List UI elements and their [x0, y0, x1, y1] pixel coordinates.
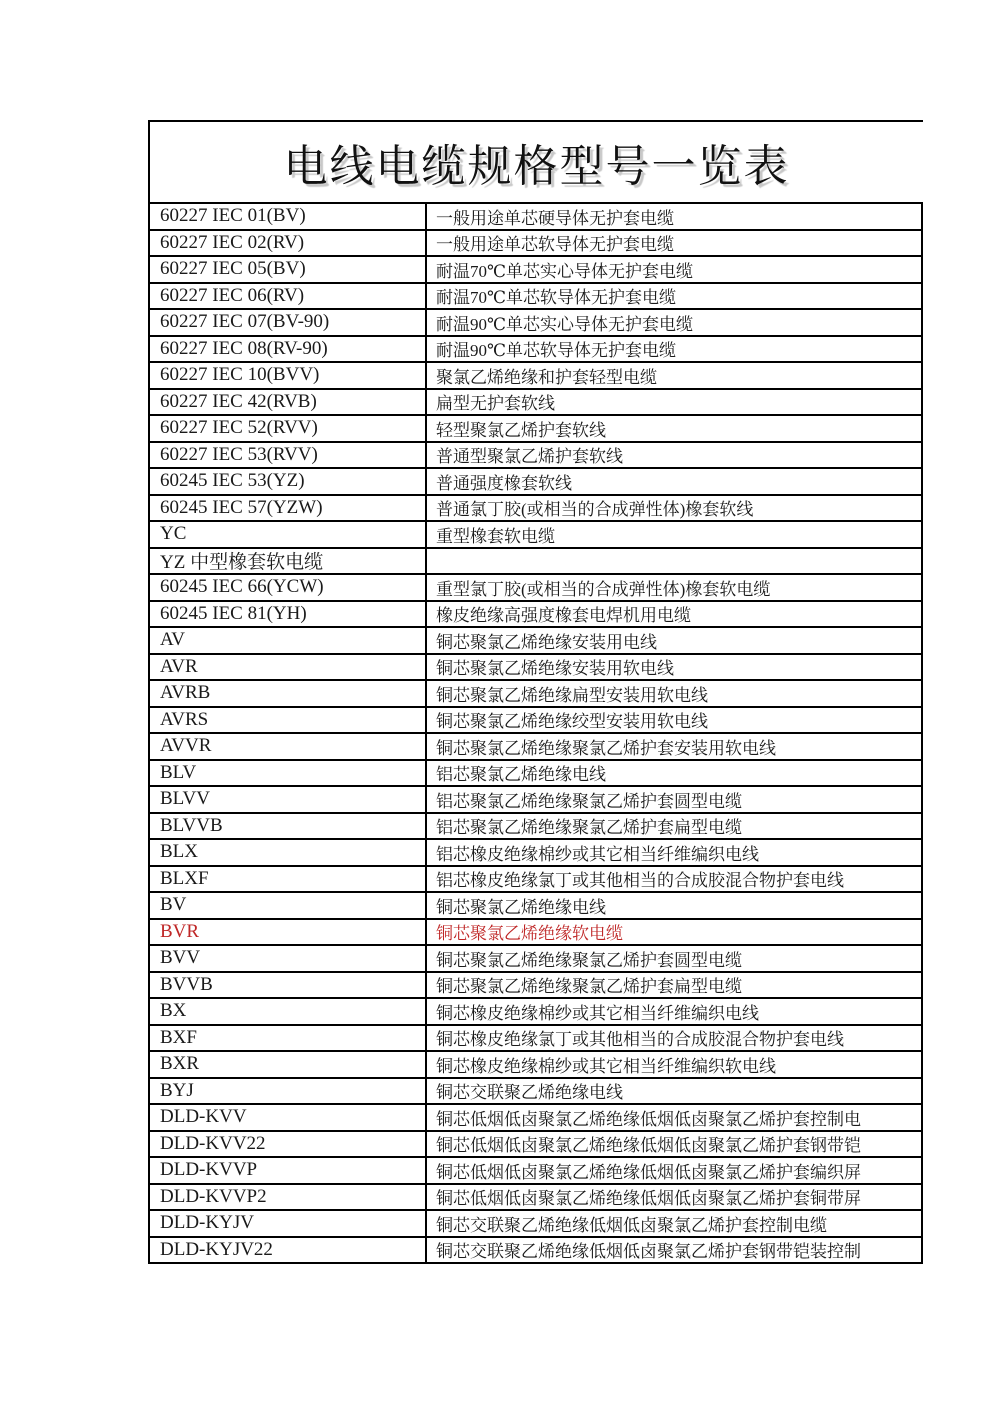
table-row: [150, 681, 921, 708]
table-row: [150, 708, 921, 735]
description-cell: 重型氯丁胶(或相当的合成弹性体)橡套软电缆: [436, 579, 771, 599]
description-cell: 轻型聚氯乙烯护套软线: [436, 420, 606, 440]
table-row: [150, 999, 921, 1026]
table-row: [150, 840, 921, 867]
description-cell: 铜芯聚氯乙烯绝缘聚氯乙烯护套安装用软电线: [436, 738, 776, 758]
model-cell: AVRS: [150, 708, 427, 733]
model-cell: 60227 IEC 08(RV-90): [150, 337, 427, 362]
table-row: [150, 734, 921, 761]
table-row: [150, 337, 921, 364]
description-cell: 耐温90℃单芯实心导体无护套电缆: [436, 314, 694, 334]
model-cell: BVV: [150, 946, 427, 971]
model-cell: 60245 IEC 57(YZW): [150, 496, 427, 521]
model-cell: DLD-KYJV: [150, 1211, 427, 1236]
table-row: [150, 1158, 921, 1185]
description-cell: 铜芯交联聚乙烯绝缘低烟低卤聚氯乙烯护套钢带铠装控制: [436, 1242, 861, 1262]
table-row: [150, 231, 921, 258]
model-cell: BLVV: [150, 787, 427, 812]
model-cell: YC: [150, 522, 427, 547]
table-row: [150, 522, 921, 549]
model-cell: AV: [150, 628, 427, 653]
description-cell: 铜芯聚氯乙烯绝缘聚氯乙烯护套圆型电缆: [436, 950, 742, 970]
description-cell: 铜芯低烟低卤聚氯乙烯绝缘低烟低卤聚氯乙烯护套编织屏: [436, 1162, 861, 1182]
model-cell: 60227 IEC 53(RVV): [150, 443, 427, 468]
model-cell: BVVB: [150, 973, 427, 998]
description-cell: 铜芯低烟低卤聚氯乙烯绝缘低烟低卤聚氯乙烯护套铜带屏: [436, 1189, 861, 1209]
table-row: [150, 416, 921, 443]
model-cell: 60245 IEC 53(YZ): [150, 469, 427, 494]
table-row: [150, 443, 921, 470]
model-cell: 60227 IEC 52(RVV): [150, 416, 427, 441]
description-cell: 耐温70℃单芯实心导体无护套电缆: [436, 261, 694, 281]
model-cell: 60227 IEC 10(BVV): [150, 363, 427, 388]
description-cell: 一般用途单芯软导体无护套电缆: [436, 235, 674, 255]
table-row: [150, 310, 921, 337]
description-cell: 普通氯丁胶(或相当的合成弹性体)橡套软线: [436, 500, 754, 520]
description-cell: 铜芯低烟低卤聚氯乙烯绝缘低烟低卤聚氯乙烯护套钢带铠: [436, 1136, 861, 1156]
description-cell: 铜芯聚氯乙烯绝缘扁型安装用软电线: [436, 685, 708, 705]
table-row: [150, 496, 921, 523]
table-row: [150, 761, 921, 788]
table-row: [150, 1026, 921, 1053]
table-body: [148, 202, 923, 1264]
description-cell: 重型橡套软电缆: [436, 526, 555, 546]
description-cell: [427, 549, 921, 574]
table-row: [150, 204, 921, 231]
description-cell: 铜芯橡皮绝缘棉纱或其它相当纤维编织软电线: [436, 1056, 776, 1076]
table-row: [150, 1185, 921, 1212]
spec-table: [148, 120, 923, 1264]
table-row: [150, 1052, 921, 1079]
description-cell: 铜芯聚氯乙烯绝缘软电缆: [436, 924, 623, 944]
model-cell: AVVR: [150, 734, 427, 759]
table-row: [150, 814, 921, 841]
description-cell: 耐温70℃单芯软导体无护套电缆: [436, 288, 677, 308]
model-cell: BLXF: [150, 867, 427, 892]
description-cell: 铜芯交联聚乙烯绝缘电线: [436, 1083, 623, 1103]
model-cell: BLX: [150, 840, 427, 865]
table-row: [150, 1211, 921, 1238]
table-row: [150, 893, 921, 920]
page-title: 电线电缆规格型号一览表: [148, 120, 923, 202]
model-cell: 60227 IEC 02(RV): [150, 231, 427, 256]
table-row: [150, 1105, 921, 1132]
description-cell: 铝芯橡皮绝缘氯丁或其他相当的合成胶混合物护套电线: [436, 871, 844, 891]
table-row: [150, 1238, 921, 1263]
description-cell: 铜芯交联聚乙烯绝缘低烟低卤聚氯乙烯护套控制电缆: [436, 1215, 827, 1235]
description-cell: 铜芯低烟低卤聚氯乙烯绝缘低烟低卤聚氯乙烯护套控制电: [436, 1109, 861, 1129]
model-cell: 60227 IEC 05(BV): [150, 257, 427, 282]
description-cell: 铜芯橡皮绝缘氯丁或其他相当的合成胶混合物护套电线: [436, 1030, 844, 1050]
model-cell: BLV: [150, 761, 427, 786]
table-row: [150, 867, 921, 894]
table-row: [150, 257, 921, 284]
table-row: [150, 655, 921, 682]
model-cell: DLD-KVV22: [150, 1132, 427, 1157]
table-row: [150, 575, 921, 602]
description-cell: 铜芯聚氯乙烯绝缘安装用软电线: [436, 659, 674, 679]
table-row: [150, 602, 921, 629]
model-cell: BYJ: [150, 1079, 427, 1104]
description-cell: 一般用途单芯硬导体无护套电缆: [436, 208, 674, 228]
model-cell: BXR: [150, 1052, 427, 1077]
model-cell: BV: [150, 893, 427, 918]
table-row: [150, 284, 921, 311]
model-cell: BVR: [150, 920, 427, 945]
model-cell: DLD-KVVP: [150, 1158, 427, 1183]
model-cell: AVR: [150, 655, 427, 680]
table-row: [150, 1079, 921, 1106]
description-cell: 普通型聚氯乙烯护套软线: [436, 447, 623, 467]
description-cell: 橡皮绝缘高强度橡套电焊机用电缆: [436, 606, 691, 626]
description-cell: 耐温90℃单芯软导体无护套电缆: [436, 341, 677, 361]
table-row: [150, 549, 921, 576]
model-cell: YZ 中型橡套软电缆: [150, 549, 427, 574]
model-cell: DLD-KVVP2: [150, 1185, 427, 1210]
description-cell: 铝芯聚氯乙烯绝缘电线: [436, 765, 606, 785]
model-cell: DLD-KVV: [150, 1105, 427, 1130]
model-cell: 60227 IEC 07(BV-90): [150, 310, 427, 335]
description-cell: 铝芯橡皮绝缘棉纱或其它相当纤维编织电线: [436, 844, 759, 864]
model-cell: 60227 IEC 42(RVB): [150, 390, 427, 415]
model-cell: AVRB: [150, 681, 427, 706]
description-cell: 铜芯聚氯乙烯绝缘电线: [436, 897, 606, 917]
table-row: [150, 973, 921, 1000]
description-cell: 铝芯聚氯乙烯绝缘聚氯乙烯护套扁型电缆: [436, 818, 742, 838]
table-row: [150, 469, 921, 496]
model-cell: 60227 IEC 01(BV): [150, 204, 427, 229]
model-cell: BXF: [150, 1026, 427, 1051]
description-cell: 普通强度橡套软线: [436, 473, 572, 493]
model-cell: BX: [150, 999, 427, 1024]
model-cell: DLD-KYJV22: [150, 1238, 427, 1263]
table-row: [150, 946, 921, 973]
description-cell: 铝芯聚氯乙烯绝缘聚氯乙烯护套圆型电缆: [436, 791, 742, 811]
model-cell: 60245 IEC 66(YCW): [150, 575, 427, 600]
description-cell: 铜芯聚氯乙烯绝缘绞型安装用软电线: [436, 712, 708, 732]
table-row: [150, 920, 921, 947]
table-row: [150, 1132, 921, 1159]
model-cell: BLVVB: [150, 814, 427, 839]
description-cell: 扁型无护套软线: [436, 394, 555, 414]
table-row: [150, 390, 921, 417]
model-cell: 60227 IEC 06(RV): [150, 284, 427, 309]
description-cell: 铜芯聚氯乙烯绝缘安装用电线: [436, 632, 657, 652]
description-cell: 铜芯橡皮绝缘棉纱或其它相当纤维编织电线: [436, 1003, 759, 1023]
table-row: [150, 628, 921, 655]
description-cell: 聚氯乙烯绝缘和护套轻型电缆: [436, 367, 657, 387]
table-row: [150, 787, 921, 814]
table-row: [150, 363, 921, 390]
model-cell: 60245 IEC 81(YH): [150, 602, 427, 627]
description-cell: 铜芯聚氯乙烯绝缘聚氯乙烯护套扁型电缆: [436, 977, 742, 997]
